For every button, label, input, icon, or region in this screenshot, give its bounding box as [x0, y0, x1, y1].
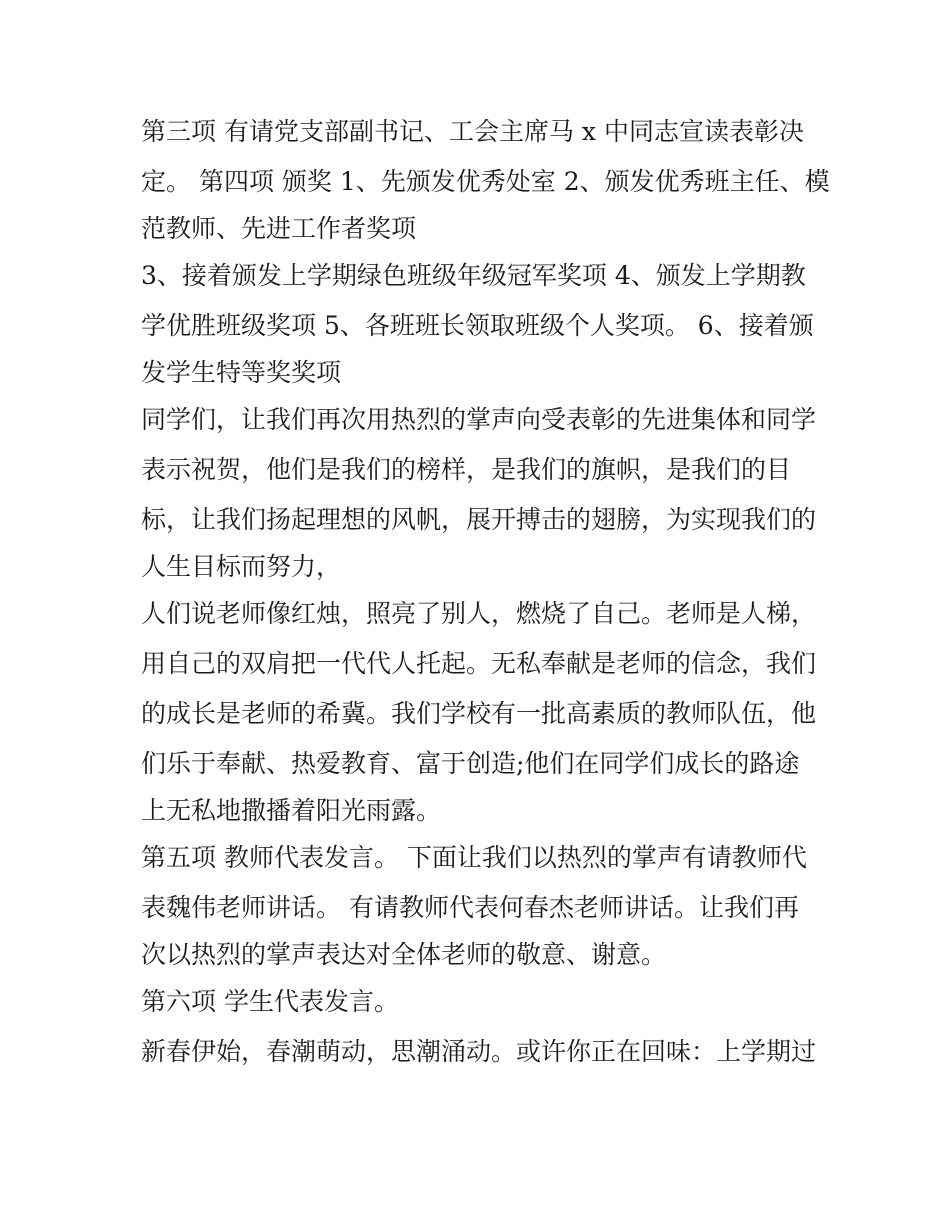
body-line-16: 第五项 教师代表发言。 下面让我们以热烈的掌声有请教师代 [141, 843, 807, 872]
body-line-14: 们乐于奉献、热爱教育、富于创造;他们在同学们成长的路途 [141, 749, 800, 778]
body-line-11: 人们说老师像红烛，照亮了别人，燃烧了自己。老师是人梯， [141, 599, 817, 628]
body-line-1: 第三项 有请党支部副书记、工会主席马 x 中同志宣读表彰决 [141, 117, 804, 146]
body-line-9: 标，让我们扬起理想的风帆，展开搏击的翅膀，为实现我们的 [141, 505, 817, 534]
body-line-7: 同学们，让我们再次用热烈的掌声向受表彰的先进集体和同学 [141, 405, 817, 434]
body-line-8: 表示祝贺，他们是我们的榜样，是我们的旗帜，是我们的目 [141, 455, 792, 484]
body-line-12: 用自己的双肩把一代代人托起。无私奉献是老师的信念，我们 [141, 649, 817, 678]
body-line-18: 次以热烈的掌声表达对全体老师的敬意、谢意。 [141, 940, 667, 969]
body-line-15: 上无私地撒播着阳光雨露。 [141, 796, 442, 825]
body-line-20: 新春伊始，春潮萌动，思潮涌动。或许你正在回味：上学期过 [141, 1037, 817, 1066]
body-line-3: 范教师、先进工作者奖项 [141, 214, 417, 243]
body-line-17: 表魏伟老师讲话。 有请教师代表何春杰老师讲话。让我们再 [141, 893, 799, 922]
document-body [141, 107, 830, 1077]
body-line-6: 发学生特等奖奖项 [141, 358, 342, 387]
body-line-4: 3、接着颁发上学期绿色班级年级冠军奖项 4、颁发上学期教 [141, 261, 806, 290]
body-line-13: 的成长是老师的希冀。我们学校有一批高素质的教师队伍，他 [141, 699, 817, 728]
body-line-5: 学优胜班级奖项 5、各班班长领取班级个人奖项。 6、接着颁 [141, 311, 814, 340]
body-line-2: 定。 第四项 颁奖 1、先颁发优秀处室 2、颁发优秀班主任、模 [141, 167, 830, 196]
body-line-10: 人生目标而努力， [141, 552, 342, 581]
body-line-19: 第六项 学生代表发言。 [141, 987, 399, 1016]
